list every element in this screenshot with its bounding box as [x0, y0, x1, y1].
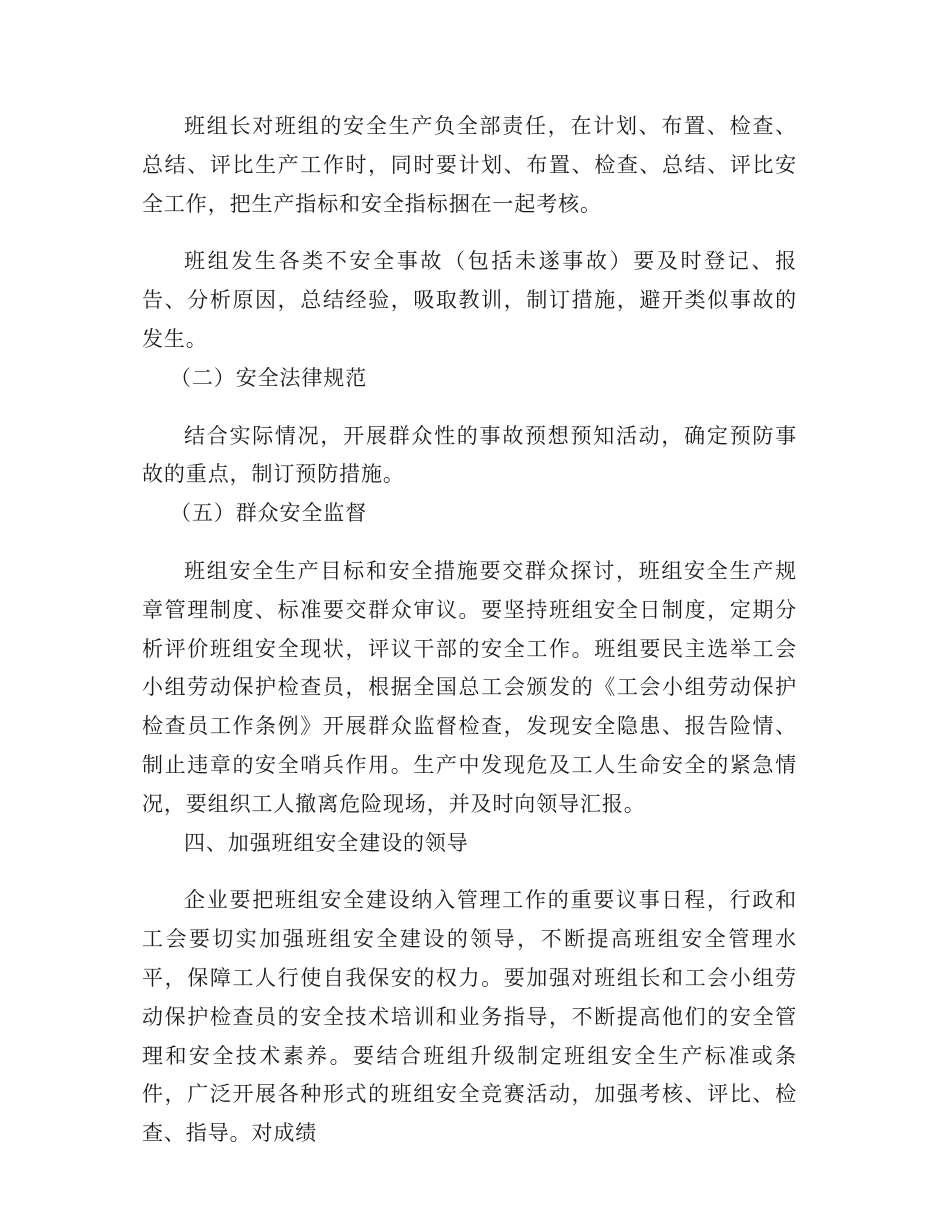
paragraph-5: 企业要把班组安全建设纳入管理工作的重要议事日程，行政和工会要切实加强班组安全建设的领导，不断提高班组安全管理水平，保障工人行使自我保安的权力。要加强对班组长和工会小组劳动保护检查员的安全技术培训和业务指导，不断提高他们的安全管理和安全技术素养。要结合班组升级制定班组安全生产标准或条件，广泛开展各种形式的班组安全竞赛活动，加强考核、评比、检查、指导。对成绩 [142, 888, 797, 1146]
document-page [142, 107, 797, 1153]
paragraph-4: 班组安全生产目标和安全措施要交群众探讨，班组安全生产规章管理制度、标准要交群众审议。要坚持班组安全日制度，定期分析评价班组安全现状，评议干部的安全工作。班组要民主选举工会小组劳动保护检查员，根据全国总工会颁发的《工会小组劳动保护检查员工作条例》开展群众监督检查，发现安全隐患、报告险情、制止违章的安全哨兵作用。生产中发现危及工人生命安全的紧急情况，要组织工人撤离危险现场，并及时向领导汇报。 [142, 558, 797, 816]
paragraph-3: 结合实际情况，开展群众性的事故预想预知活动，确定预防事故的重点，制订预防措施。 [142, 423, 797, 487]
paragraph-1: 班组长对班组的安全生产负全部责任，在计划、布置、检查、总结、评比生产工作时，同时要计划、布置、检查、总结、评比安全工作，把生产指标和安全指标捆在一起考核。 [142, 114, 797, 216]
section-heading-legal-norms: （二）安全法律规范 [170, 365, 368, 390]
section-heading-leadership: 四、加强班组安全建设的领导 [184, 830, 469, 855]
paragraph-2: 班组发生各类不安全事故（包括未遂事故）要及时登记、报告、分析原因，总结经验，吸取教训，制订措施，避开类似事故的发生。 [142, 249, 797, 351]
section-heading-mass-supervision: （五）群众安全监督 [170, 501, 368, 526]
